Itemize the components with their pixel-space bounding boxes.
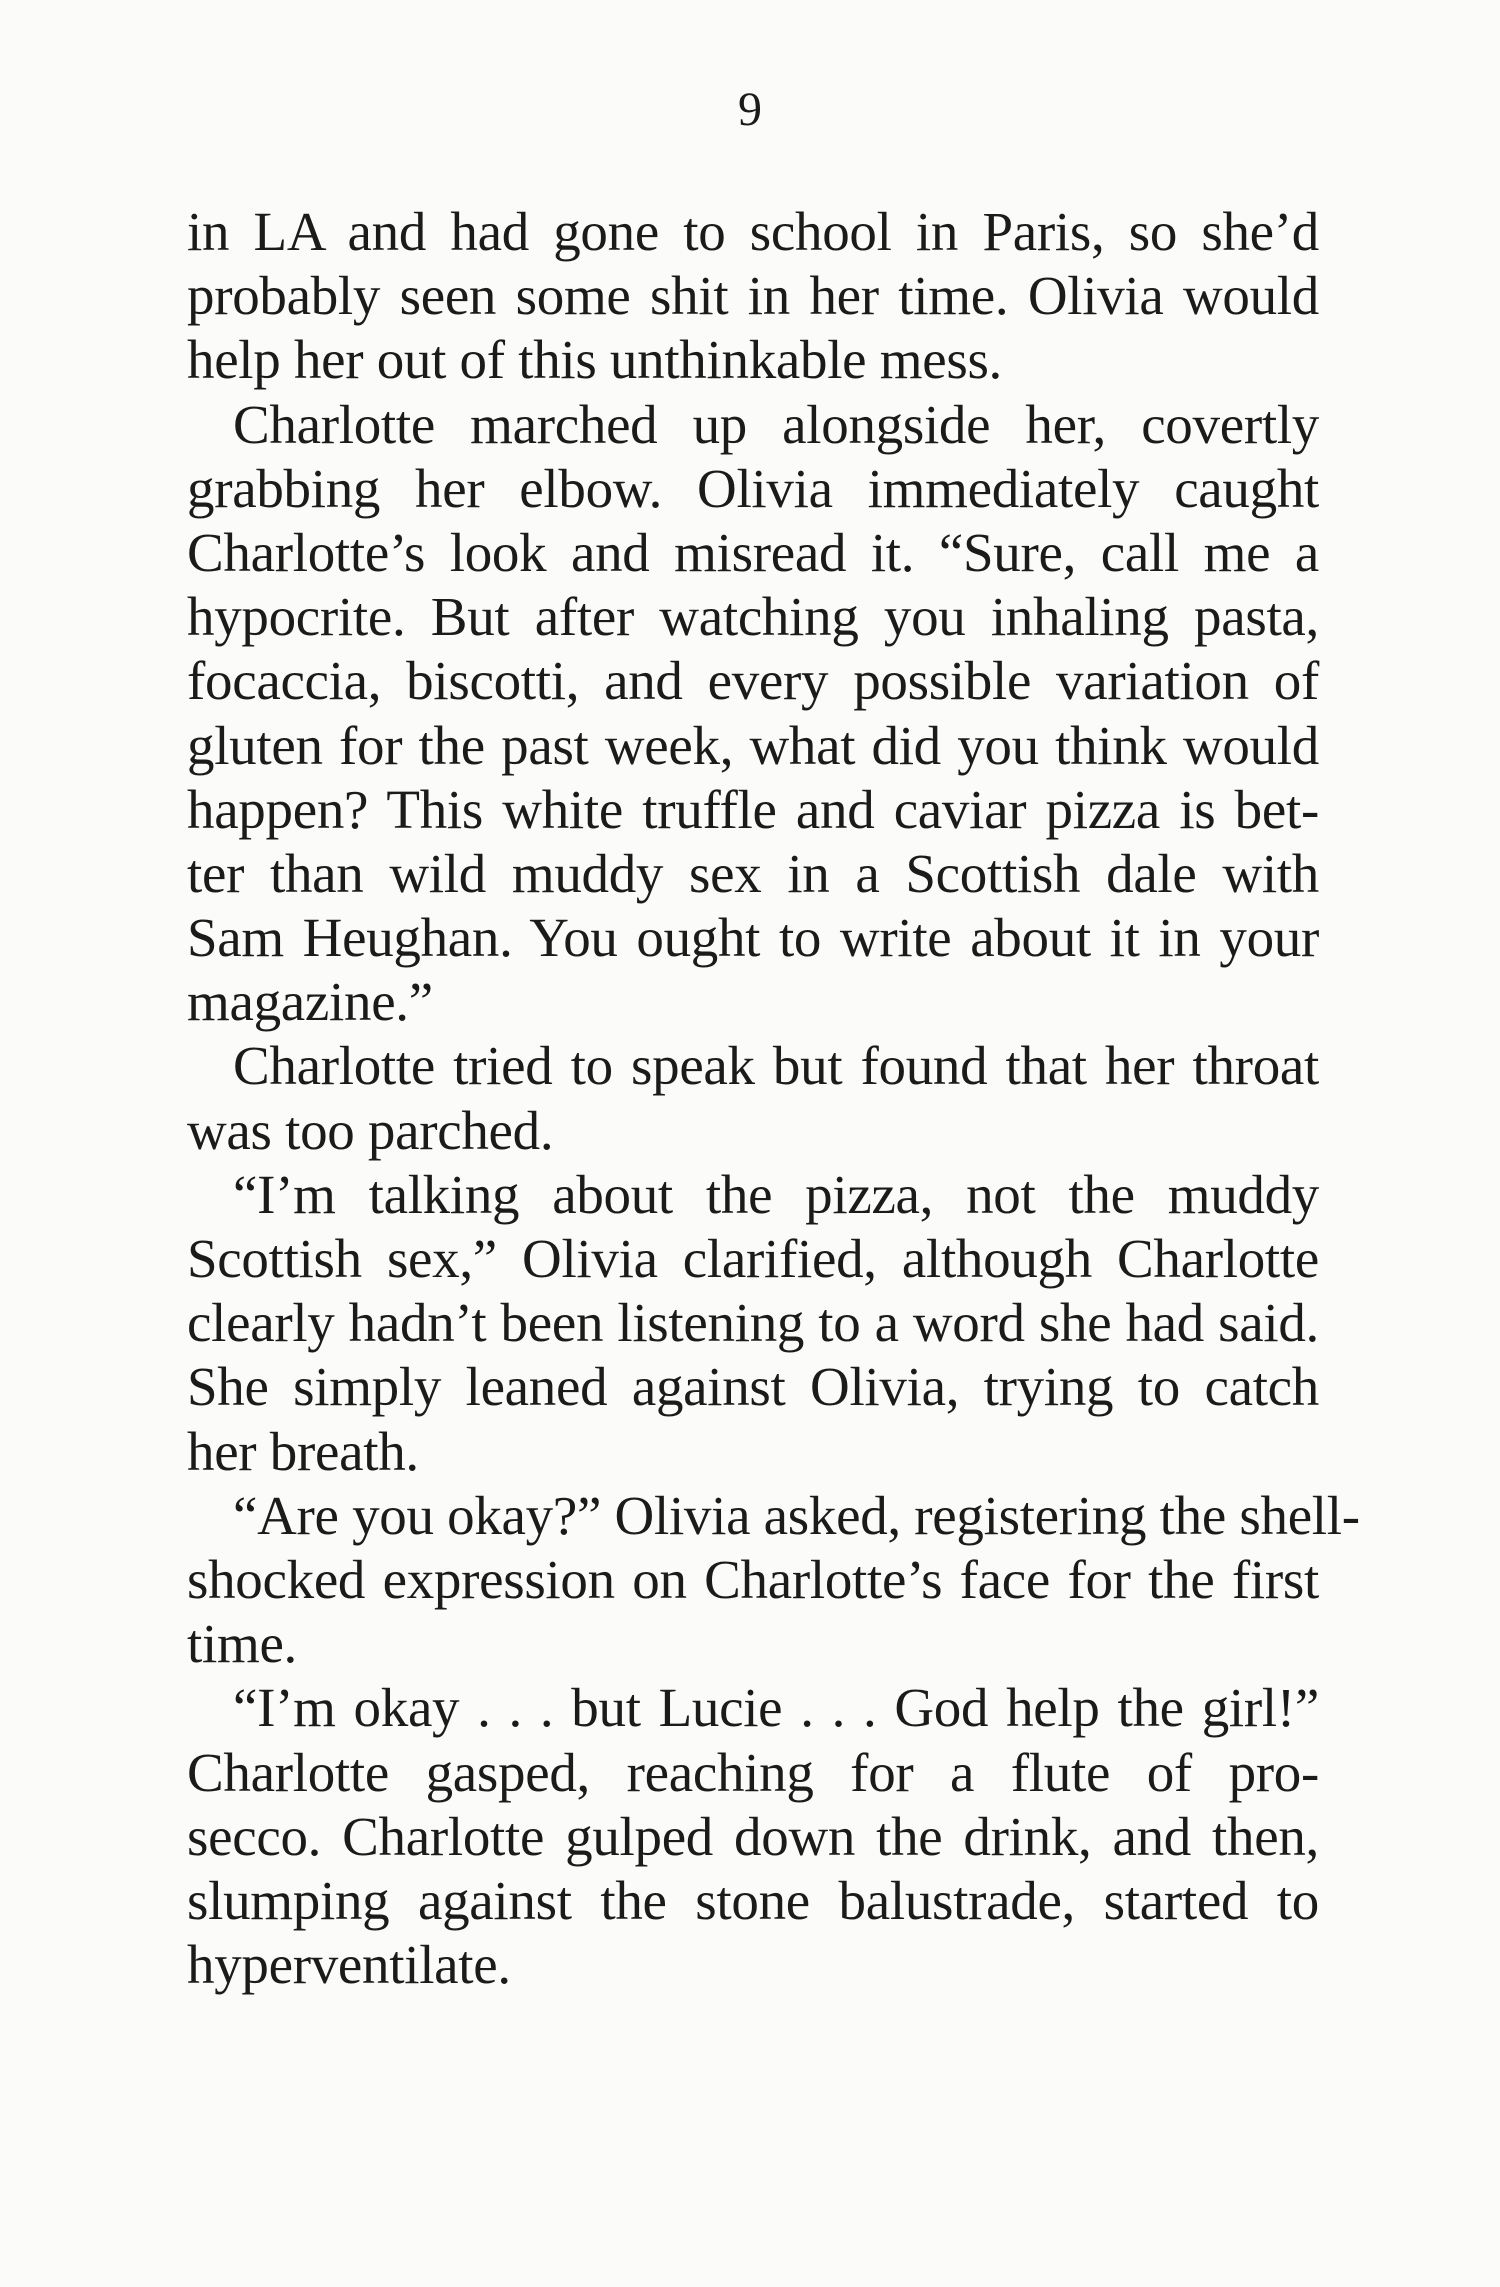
text-line: Scottish sex,” Olivia clarified, although Charlotte xyxy=(187,1228,1319,1289)
text-line: was too parched. xyxy=(187,1099,554,1161)
text-line: help her out of this unthinkable mess. xyxy=(187,329,1002,391)
text-line: time. xyxy=(187,1613,298,1675)
text-line: ter than wild muddy sex in a Scottish dale with xyxy=(187,842,1319,904)
text-line: Charlotte gasped, reaching for a flute of pro- xyxy=(187,1741,1319,1803)
text-line: secco. Charlotte gulped down the drink, and then, xyxy=(187,1805,1319,1867)
page-number: 9 xyxy=(738,83,762,136)
paragraph xyxy=(187,1484,1360,1677)
text-line: shocked expression on Charlotte’s face for the first xyxy=(187,1548,1319,1610)
text-line: clearly hadn’t been listening to a word she had said. xyxy=(187,1292,1319,1354)
text-line: happen? This white truffle and caviar pizza is bet- xyxy=(187,778,1319,840)
text-line: focaccia, biscotti, and every possible variation of xyxy=(187,650,1319,712)
text-line: Charlotte’s look and misread it. “Sure, call me a xyxy=(187,521,1319,583)
text-line: grabbing her elbow. Olivia immediately caught xyxy=(187,457,1319,519)
text-line: slumping against the stone balustrade, started to xyxy=(187,1869,1319,1931)
text-line: hyperventilate. xyxy=(187,1934,511,1996)
body-text xyxy=(187,200,1360,1997)
text-line: Charlotte tried to speak but found that her throat xyxy=(233,1035,1319,1097)
text-line: “I’m talking about the pizza, not the muddy xyxy=(233,1163,1319,1225)
text-line: Sam Heughan. You ought to write about it in your xyxy=(187,907,1319,969)
paragraph xyxy=(187,1163,1319,1484)
text-line: in LA and had gone to school in Paris, so she’d xyxy=(187,201,1319,262)
paragraph xyxy=(187,200,1319,393)
text-line: “I’m okay . . . but Lucie . . . God help the girl!” xyxy=(233,1677,1319,1739)
text-line: “Are you okay?” Olivia asked, registering the shell- xyxy=(233,1484,1360,1546)
text-line: probably seen some shit in her time. Olivia would xyxy=(187,265,1319,327)
paragraph xyxy=(187,1034,1319,1162)
text-line: hypocrite. But after watching you inhaling pasta, xyxy=(187,586,1319,648)
text-line: magazine.” xyxy=(187,971,433,1033)
text-line: Charlotte marched up alongside her, covertly xyxy=(233,393,1319,455)
text-line: She simply leaned against Olivia, trying to catch xyxy=(187,1356,1319,1418)
paragraph xyxy=(187,1676,1319,1997)
text-line: gluten for the past week, what did you think would xyxy=(187,714,1319,776)
text-line: her breath. xyxy=(187,1420,419,1482)
paragraph xyxy=(187,393,1319,1035)
